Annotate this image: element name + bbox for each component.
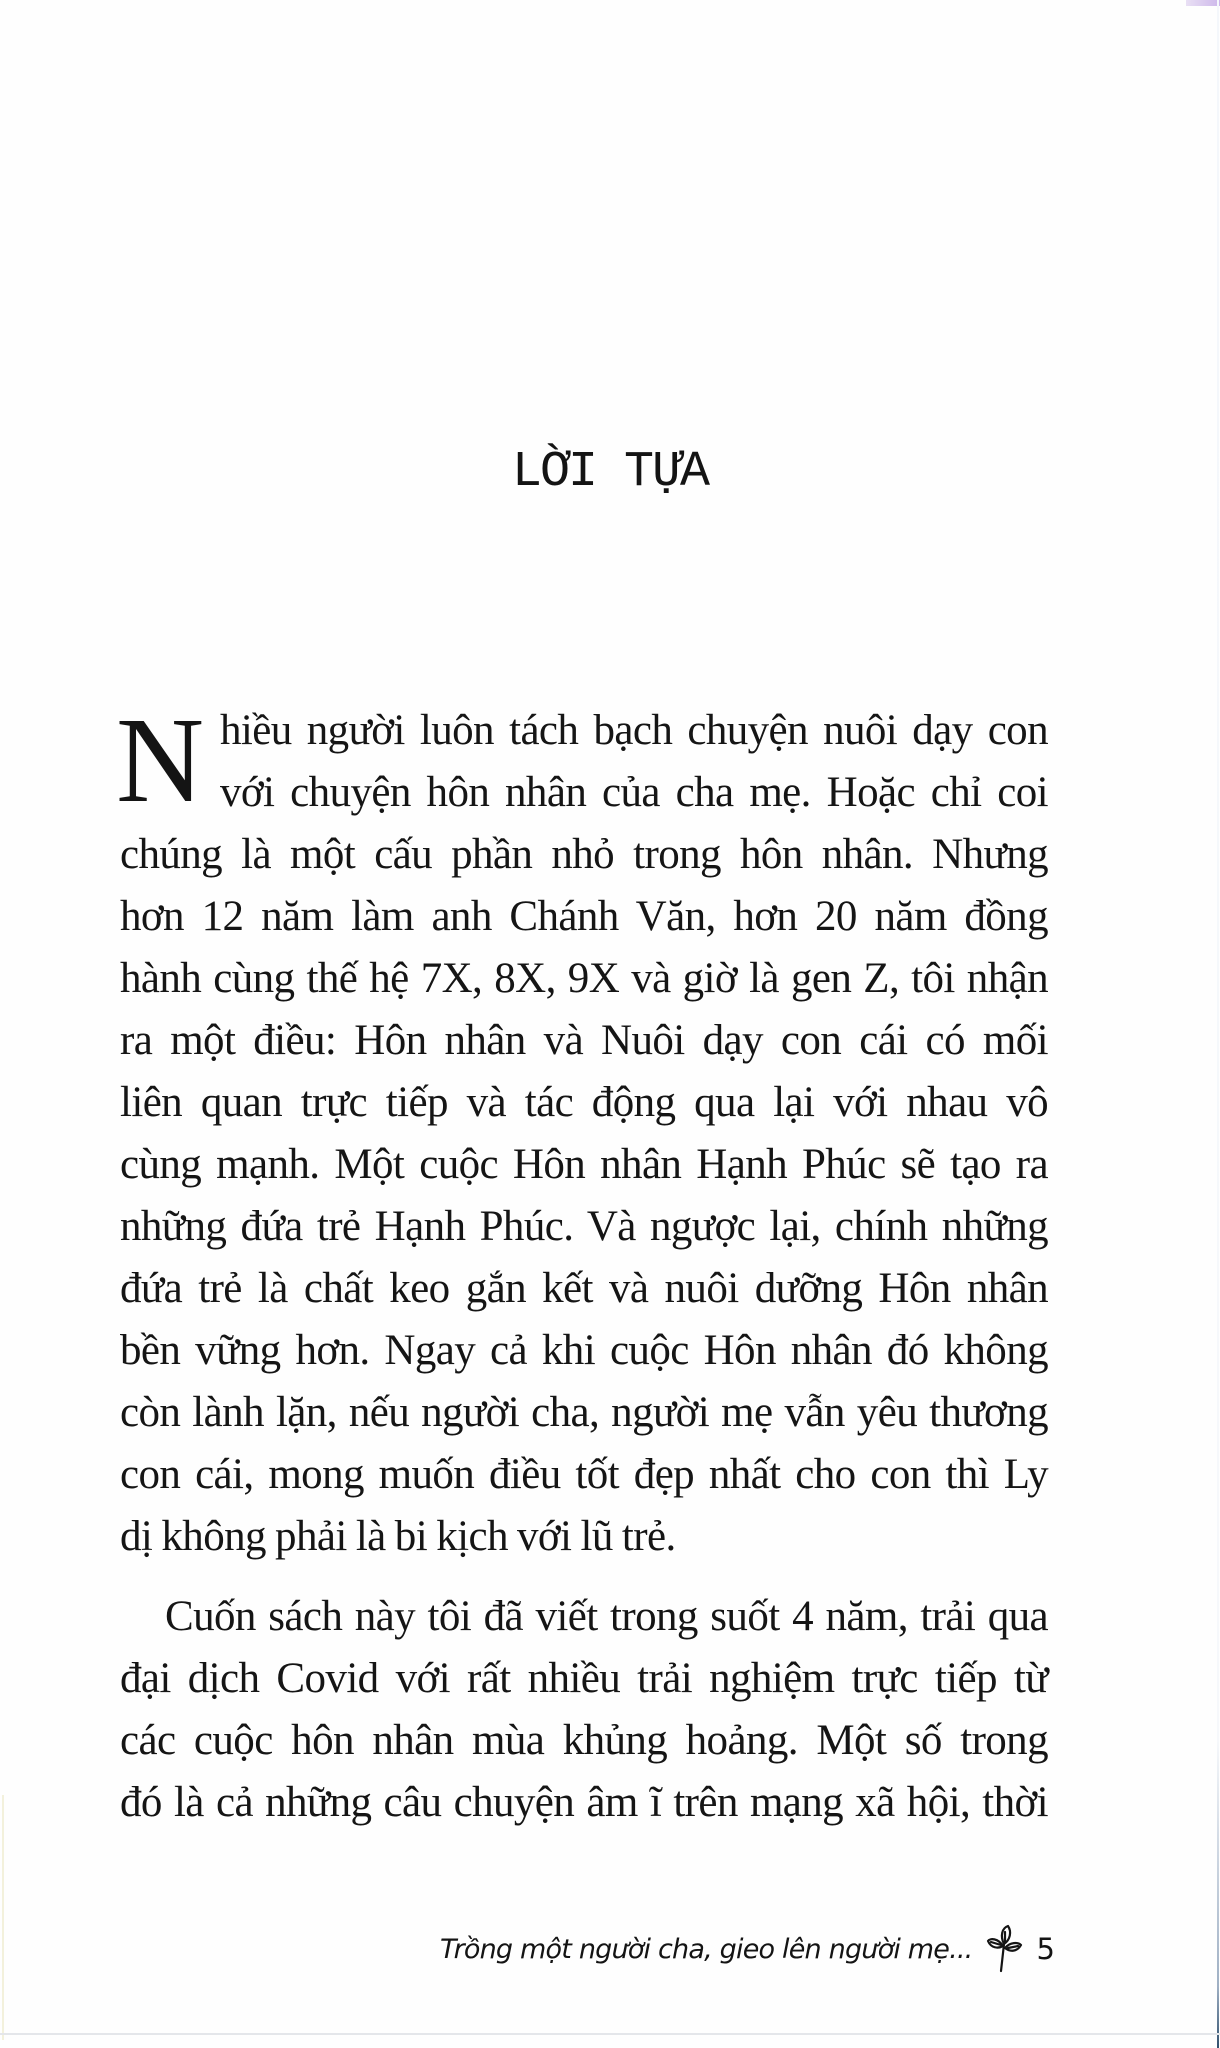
text-line: các cuộc hôn nhân mùa khủng hoảng. Một số trong <box>120 1717 1048 1764</box>
text-line: còn lành lặn, nếu người cha, người mẹ vẫn yêu thương <box>120 1389 1048 1436</box>
text-line: hiều người luôn tách bạch chuyện nuôi dạy con <box>220 707 1048 754</box>
text-line: bền vững hơn. Ngay cả khi cuộc Hôn nhân đó không <box>120 1327 1048 1374</box>
running-title: Trồng một người cha, gieo lên người mẹ... <box>440 1933 973 1965</box>
text-line: ra một điều: Hôn nhân và Nuôi dạy con cái có mối <box>120 1017 1048 1064</box>
paragraph-1 <box>120 700 1048 1568</box>
page-number: 5 <box>1036 1932 1055 1966</box>
text-line: đại dịch Covid với rất nhiều trải nghiệm trực tiếp từ <box>120 1655 1048 1702</box>
text-line: đứa trẻ là chất keo gắn kết và nuôi dưỡng Hôn nhân <box>120 1265 1048 1312</box>
drop-cap: N <box>116 693 205 828</box>
text-line: chúng là một cấu phần nhỏ trong hôn nhân. Nhưng <box>120 831 1048 878</box>
leaf-sprig-icon <box>986 1924 1024 1974</box>
text-line: hành cùng thế hệ 7X, 8X, 9X và giờ là gen Z, tôi nhận <box>120 955 1048 1002</box>
text-line: cùng mạnh. Một cuộc Hôn nhân Hạnh Phúc sẽ tạo ra <box>120 1141 1048 1188</box>
text-line: Cuốn sách này tôi đã viết trong suốt 4 năm, trải qua <box>165 1593 1048 1640</box>
text-line: đó là cả những câu chuyện âm ĩ trên mạng xã hội, thời <box>120 1779 1048 1826</box>
scan-artifact-bottom-line <box>0 2033 1220 2035</box>
scan-artifact-left-edge <box>2 1795 4 2040</box>
page-footer <box>440 1924 1060 1974</box>
text-line: dị không phải là bi kịch với lũ trẻ. <box>120 1513 676 1560</box>
chapter-title: LỜI TỰA <box>511 444 709 501</box>
text-line: hơn 12 năm làm anh Chánh Văn, hơn 20 năm đồng <box>120 893 1048 940</box>
text-line: con cái, mong muốn điều tốt đẹp nhất cho con thì Ly <box>120 1451 1048 1498</box>
text-line: những đứa trẻ Hạnh Phúc. Và ngược lại, chính những <box>120 1203 1048 1250</box>
scan-artifact-right-edge <box>1217 0 1219 2048</box>
scan-artifact-corner <box>1186 0 1220 6</box>
paragraph-2 <box>120 1586 1048 1834</box>
text-line: liên quan trực tiếp và tác động qua lại với nhau vô <box>120 1079 1048 1126</box>
paragraph-gap <box>120 1568 1048 1586</box>
body-text <box>120 700 1048 1834</box>
text-line: với chuyện hôn nhân của cha mẹ. Hoặc chỉ coi <box>220 769 1048 816</box>
